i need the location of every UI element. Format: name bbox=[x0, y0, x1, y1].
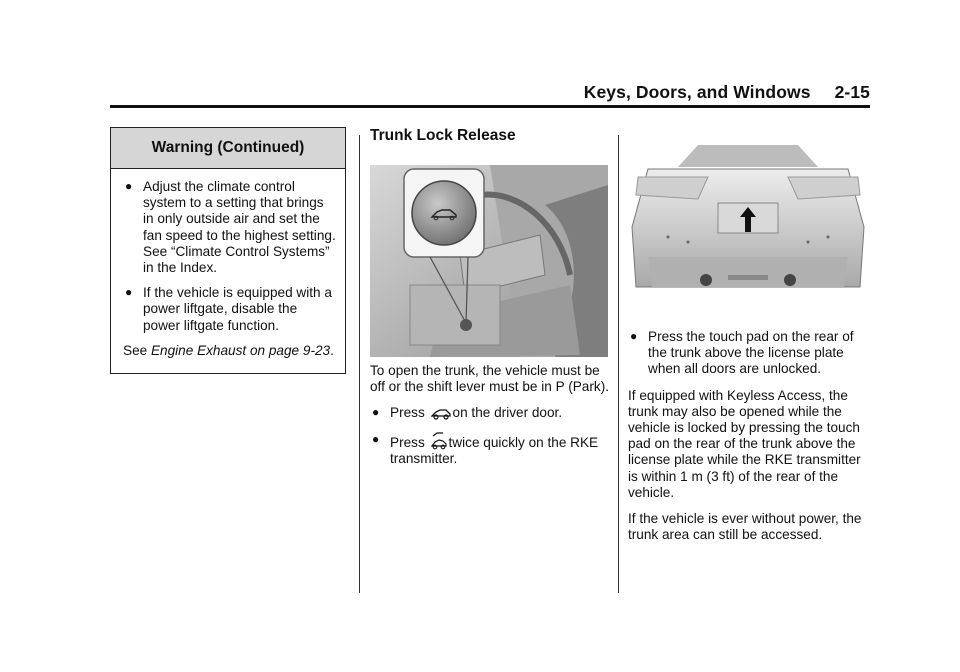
bullet-text: on the driver door. bbox=[452, 405, 563, 421]
column-divider-2 bbox=[618, 135, 619, 593]
page-number: 2-15 bbox=[834, 82, 870, 102]
bullet-text: Press bbox=[390, 405, 429, 421]
trunk-section bbox=[370, 127, 610, 466]
column-divider-1 bbox=[359, 135, 360, 593]
section-title: Keys, Doors, and Windows bbox=[583, 82, 811, 102]
no-power-paragraph: If the vehicle is ever without power, the trunk area can still be accessed. bbox=[628, 511, 862, 543]
bullet-text: Press the touch pad on the rear of the trunk above the license plate when all doors are unlocked. bbox=[648, 329, 854, 377]
trunk-bullet-2 bbox=[370, 432, 610, 467]
keyless-access-paragraph: If equipped with Keyless Access, the trunk may also be opened while the vehicle is locked by pressing the touch pad on the rear of the trunk above the license plate while the RKE transmitter is within 1 m (3 ft) of the rear of the vehicle. bbox=[628, 387, 861, 500]
trunk-section-continued bbox=[628, 329, 873, 553]
touch-pad-bullet bbox=[628, 329, 873, 378]
trunk-bullet-1 bbox=[370, 405, 610, 421]
see-prefix: See bbox=[123, 342, 151, 358]
warning-bullet bbox=[123, 179, 337, 276]
page-header bbox=[110, 82, 870, 102]
see-suffix: . bbox=[330, 342, 334, 358]
bullet-icon: ● bbox=[125, 285, 133, 300]
section-heading: Trunk Lock Release bbox=[370, 127, 516, 144]
warning-bullet-text: Adjust the climate control system to a setting that brings in only outside air and set the fan speed to the highest setting. See “Climate Control Systems” in the Index. bbox=[143, 179, 336, 276]
warning-box bbox=[110, 127, 346, 374]
bullet-icon: ● bbox=[372, 405, 380, 420]
bullet-icon: ● bbox=[630, 329, 638, 343]
trunk-intro: To open the trunk, the vehicle must be off or the shift lever must be in P (Park). bbox=[370, 363, 609, 395]
trunk-release-icon bbox=[431, 406, 451, 420]
bullet-icon: ● bbox=[372, 431, 380, 446]
warning-title: Warning (Continued) bbox=[111, 128, 345, 169]
door-panel-illustration bbox=[370, 165, 608, 357]
bullet-text: twice quickly on the RKE transmitter. bbox=[390, 434, 599, 466]
bullet-text: Press bbox=[390, 434, 429, 450]
bullet-icon: ● bbox=[125, 179, 133, 193]
header-rule bbox=[110, 105, 870, 108]
warning-bullet bbox=[123, 285, 337, 334]
rke-trunk-icon bbox=[431, 432, 447, 450]
vehicle-rear-illustration bbox=[628, 137, 868, 317]
see-link[interactable]: Engine Exhaust on page 9-23 bbox=[150, 342, 331, 358]
see-reference bbox=[123, 343, 337, 359]
warning-bullet-text: If the vehicle is equipped with a power liftgate, disable the power liftgate function. bbox=[143, 285, 332, 333]
trunk-text bbox=[370, 363, 610, 467]
